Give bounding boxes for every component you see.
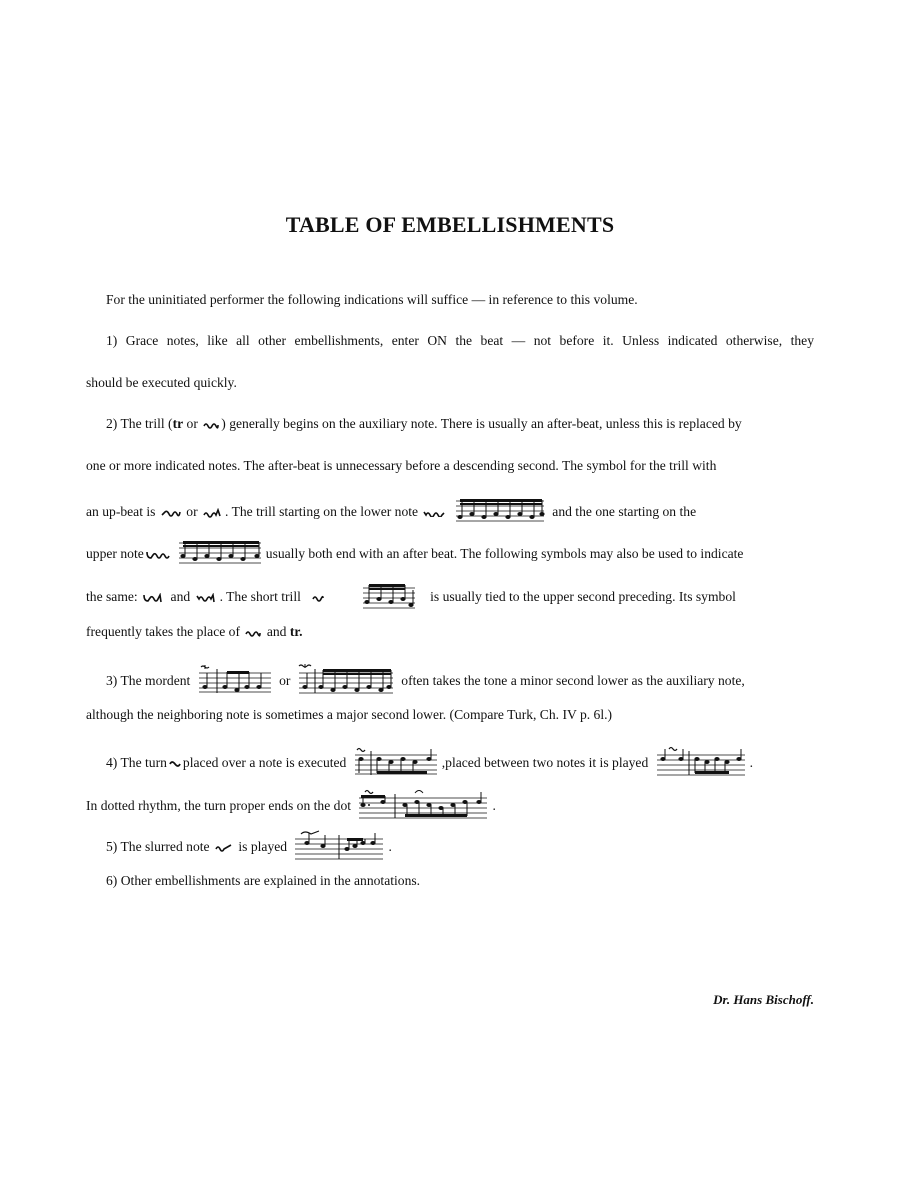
text: . [388, 839, 392, 855]
short-trill-icon [312, 593, 324, 603]
trill-alt-symbol-2-icon [196, 593, 218, 604]
paragraph-1-line-1: 1) Grace notes, like all other embellishments, enter ON the beat — not before it. Unless indicated otherwise, they [106, 333, 814, 348]
trill-tr-symbol: tr [172, 416, 184, 431]
music-example-mordent-1 [197, 665, 273, 699]
intro-paragraph: For the uninitiated performer the following indications will suffice — in reference to this volume. [106, 292, 638, 307]
paragraph-5-line-1 [86, 830, 814, 855]
trill-lower-note-icon [423, 508, 445, 518]
paragraph-6: 6) Other embellishments are explained in the annotations. [106, 873, 421, 888]
text: 4) The turn [106, 755, 167, 771]
trill-wave-icon [245, 628, 261, 638]
music-example-dotted-turn [357, 789, 489, 825]
text: . The trill starting on the lower note [225, 504, 419, 520]
text: ) generally begins on the auxiliary note. There is usually an after-beat, unless this is replaced by [221, 416, 742, 431]
music-example-turn-over-note [353, 747, 439, 781]
paragraph-2-line-2: one or more indicated notes. The after-beat is unnecessary before a descending second. The symbol for the trill with [86, 458, 717, 473]
music-example-lower-trill [454, 497, 546, 529]
slurred-note-icon [215, 843, 233, 854]
trill-upper-note-icon [146, 550, 172, 561]
paragraph-2-line-6 [86, 622, 814, 642]
page-title: TABLE OF EMBELLISHMENTS [285, 212, 615, 237]
text: upper note [86, 546, 144, 562]
trill-tr-symbol: tr. [289, 624, 303, 639]
text: or [186, 504, 198, 520]
text: and [170, 589, 191, 605]
text: often takes the tone a minor second lower as the auxiliary note, [401, 673, 745, 689]
turn-symbol-icon [169, 759, 181, 769]
paragraph-4-line-1 [86, 746, 814, 771]
text: or [183, 416, 202, 431]
trill-wave-icon [203, 420, 219, 430]
paragraph-1-line-2: should be executed quickly. [86, 375, 237, 390]
paragraph-2-line-3 [86, 497, 814, 520]
text: is usually tied to the upper second preceding. Its symbol [430, 589, 736, 605]
text: . [492, 798, 496, 814]
text: 3) The mordent [106, 673, 191, 689]
trill-upbeat-icon [161, 508, 181, 518]
text: or [279, 673, 291, 689]
text: and [266, 624, 287, 639]
music-example-slurred-note [293, 830, 385, 866]
paragraph-2-line-1 [86, 414, 814, 434]
paragraph-4-line-2 [86, 789, 814, 814]
music-example-mordent-2 [297, 664, 395, 700]
text: . [749, 755, 754, 771]
text: In dotted rhythm, the turn proper ends on the dot [86, 798, 352, 814]
text: and the one starting on the [552, 504, 697, 520]
text: an up-beat is [86, 504, 156, 520]
signature: Dr. Hans Bischoff. [713, 992, 814, 1007]
music-example-turn-between-notes [655, 746, 747, 782]
text: ,placed between two notes it is played [441, 755, 649, 771]
music-example-short-trill [361, 580, 417, 616]
text: the same: [86, 589, 138, 605]
text: . The short trill [219, 589, 301, 605]
paragraph-3-line-2: although the neighboring note is sometimes a major second lower. (Compare Turk, Ch. IV p. 6l.) [86, 707, 613, 722]
music-example-upper-trill [177, 539, 263, 571]
text: placed over a note is executed [182, 755, 347, 771]
trill-alt-symbol-1-icon [143, 593, 165, 604]
paragraph-3-line-1 [86, 664, 814, 689]
trill-upbeat-alt-icon [203, 508, 223, 519]
text: frequently takes the place of [86, 624, 240, 639]
text: usually both end with an after beat. The following symbols may also be used to indicate [265, 546, 744, 562]
text: 5) The slurred note [106, 839, 210, 855]
paragraph-2-line-4 [86, 539, 814, 562]
text: is played [238, 839, 288, 855]
text: 2) The trill ( [106, 416, 173, 431]
paragraph-2-line-5 [86, 580, 814, 605]
